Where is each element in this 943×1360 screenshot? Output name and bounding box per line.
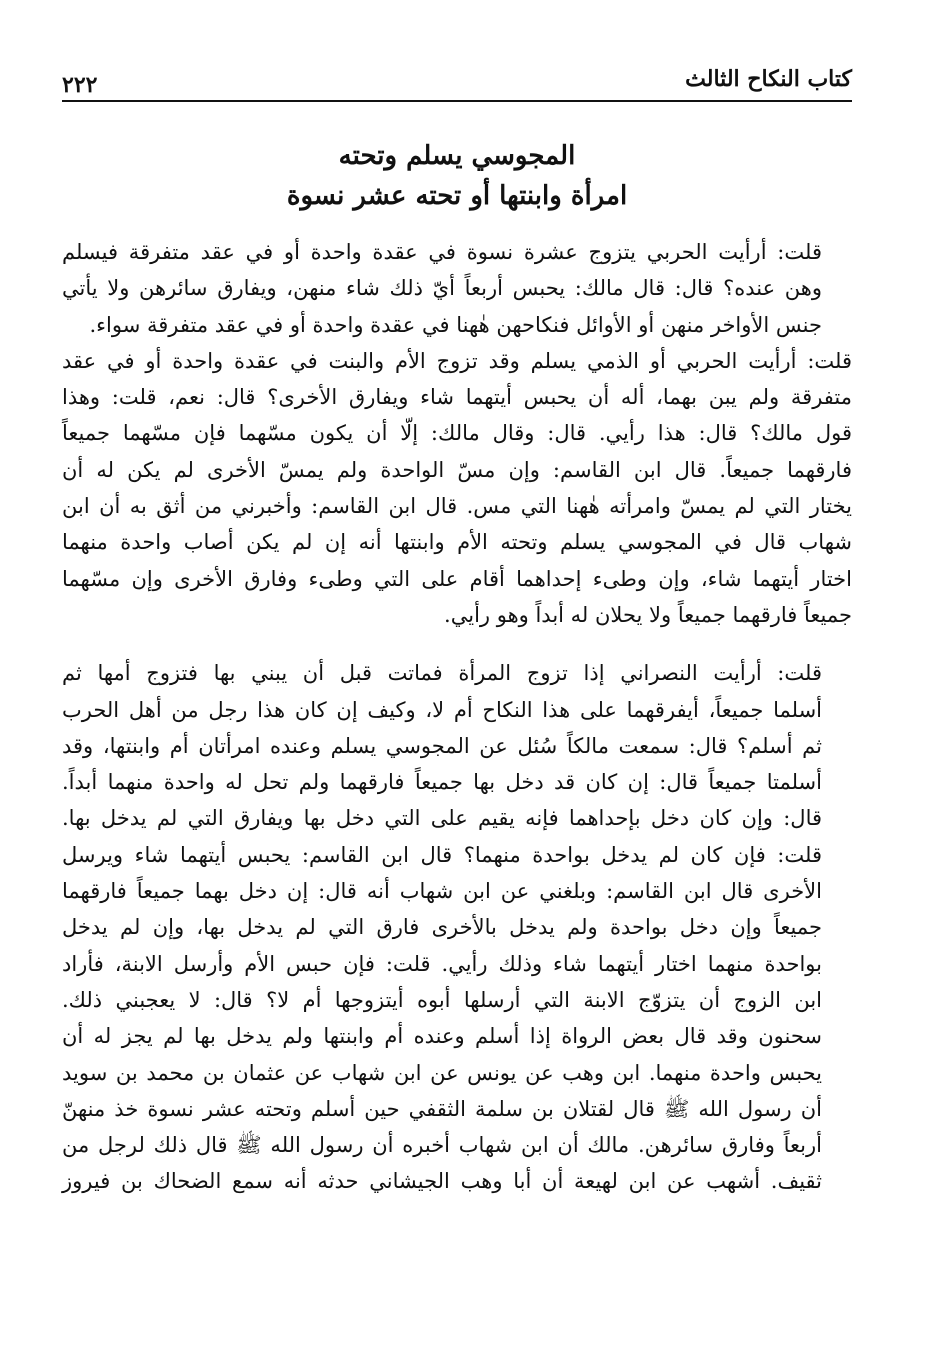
page-number: ٢٢٢	[62, 72, 98, 98]
body-text	[62, 234, 852, 1200]
text-line: قلت: أرأيت الحربي أو الذمي يسلم وقد تزوج الأم والبنت في عقدة واحدة أو في عقد	[62, 348, 852, 373]
paragraph-1	[62, 234, 852, 343]
text-line: يحبس واحدة منهما. ابن وهب عن يونس عن ابن شهاب عن عثمان بن محمد بن سويد	[62, 1060, 822, 1085]
book-title: كتاب النكاح الثالث	[685, 66, 852, 92]
text-line: اختار أيتهما شاء، وإن وطىء إحداهما أقام على التي وطىء وفارق الأخرى وإن مسّهما	[62, 566, 852, 591]
text-line: أن رسول الله ﷺ قال لقتلان بن سلمة الثقفي حين أسلم وتحته عشر نسوة خذ منهنّ	[62, 1096, 822, 1121]
text-line: أسلمتا جميعاً قال: إن كان قد دخل بها جميعاً فارقهما ولم تحل له واحدة منهما أبداً.	[62, 770, 822, 795]
text-line: يختار التي لم يمسّ وامرأته هٰهنا التي مس. قال ابن القاسم: وأخبرني من أثق به أن ابن	[62, 494, 852, 519]
text-line: قلت: أرأيت الحربي يتزوج عشرة نسوة في عقدة واحدة أو في عقد متفرقة فيسلم	[62, 240, 822, 264]
chapter-title-line-2: امرأة وابنتها أو تحته عشر نسوة	[286, 181, 628, 211]
text-line: قلت: فإن كان لم يدخل بواحدة منهما؟ قال ابن القاسم: يحبس أيتهما شاء ويرسل	[62, 842, 822, 867]
chapter-title-line-1: المجوسي يسلم وتحته	[338, 141, 576, 171]
text-line: شهاب قال في المجوسي يسلم وتحته الأم وابنتها أنه إن لم يكن أصاب واحدة منهما	[62, 530, 852, 555]
text-line: أسلما جميعاً، أيفرقهما على هذا النكاح أم لا، وكيف إن كان هذا رجل من أهل الحرب	[62, 697, 822, 722]
text-line: سحنون وقد قال بعض الرواة إذا أسلم وعنده أم وابنتها ولم يدخل بها لم يجز له أن	[62, 1024, 822, 1049]
text-line: ثقيف. أشهب عن ابن لهيعة أن أبا وهب الجيشاني حدثه أنه سمع الضحاك بن فيروز	[62, 1169, 822, 1194]
text-line: الأخرى قال ابن القاسم: وبلغني عن ابن شهاب أنه قال: إن دخل بهما جميعاً فارقهما	[62, 879, 822, 904]
text-line: جميعاً فارقهما جميعاً ولا يحلان له أبداً وهو رأيي.	[444, 602, 852, 627]
text-line: ابن الزوج أن يتزوّج الابنة التي أرسلها أبوه أيتزوجها أم لا؟ قال: لا يعجبني ذلك.	[62, 987, 822, 1012]
text-line: فارقهما جميعاً. قال ابن القاسم: وإن مسّ الواحدة ولم يمسّ الأخرى لم يكن له أن	[62, 457, 852, 482]
text-line: أربعاً وفارق سائرهن. مالك أن ابن شهاب أخبره أن رسول الله ﷺ قال ذلك لرجل من	[62, 1133, 822, 1158]
paragraph-2	[62, 343, 852, 633]
running-header	[62, 60, 852, 102]
text-line: ثم أسلم؟ قال: سمعت مالكاً سُئل عن المجوسي يسلم وعنده امرأتان أم وابنتها، وقد	[62, 733, 822, 758]
text-line: جنس الأواخر منهن أو الأوائل فنكاحهن هٰهنا في عقدة واحدة أو في عقد متفرقة سواء.	[89, 312, 822, 337]
text-line: قال: وإن كان دخل بإحداهما فإنه يقيم على التي دخل بها ويفارق التي لم يدخل بها.	[62, 806, 822, 831]
text-line: جميعاً وإن دخل بواحدة ولم يدخل بالأخرى فارق التي لم يدخل بها، وإن لم يدخل	[62, 915, 822, 940]
text-line: وهن عنده؟ قال: قال مالك: يحبس أربعاً أيّ ذلك شاء منهن، ويفارق سائرهن ولا يأتي	[62, 276, 822, 301]
chapter-title	[62, 136, 852, 216]
text-line: بواحدة منهما اختار أيتهما شاء وذلك رأيي. قلت: فإن حبس الأم وأرسل الابنة، فأراد	[62, 951, 822, 976]
paragraph-3	[62, 655, 852, 1199]
text-line: متفرقة ولم يبن بهما، أله أن يحبس أيتهما شاء ويفارق الأخرى؟ قال: نعم، قلت: وهذا	[62, 385, 852, 410]
text-line: قلت: أرأيت النصراني إذا تزوج المرأة فماتت قبل أن يبني بها فتزوج أمها ثم	[62, 661, 822, 686]
text-line: قول مالك؟ قال: هذا رأيي. قال: وقال مالك: إلّا أن يكون مسّهما فإن مسّهما جميعاً	[62, 421, 852, 446]
book-page	[62, 60, 852, 1200]
